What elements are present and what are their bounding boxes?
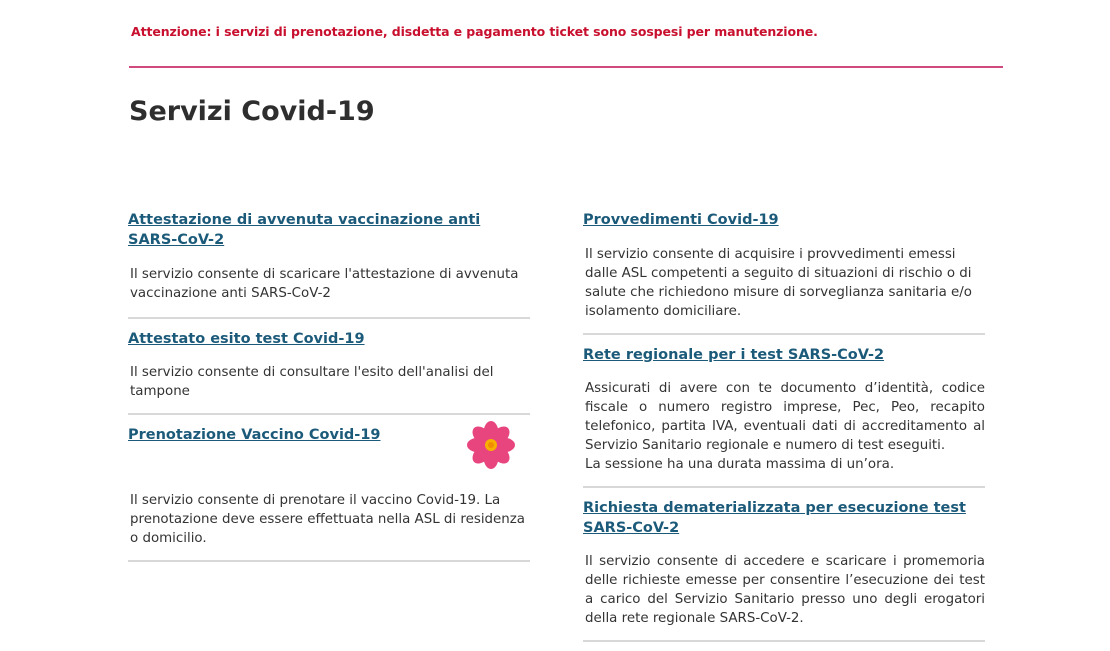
service-card [128,210,530,319]
service-link-dematerialized-request[interactable]: Richiesta dematerializzata per esecuzione test SARS-CoV-2 [583,500,966,536]
service-description: Assicurati di avere con te documento d’identità, codice fiscale o numero registro imprese, Pec, Peo, recapito telefonico, partita IVA, eventuali dati di accreditamento al Servizio Sanitario regionale e numero di test eseguiti. [585,381,985,453]
services-column-right [583,210,985,642]
service-link-measures[interactable]: Provvedimenti Covid-19 [583,212,779,228]
service-card [583,488,985,642]
page-title: Servizi Covid-19 [129,96,375,127]
service-description: Il servizio consente di acquisire i provvedimenti emessi dalle ASL competenti a seguito di situazioni di rischio o di salute che richiedono misure di sorveglianza sanitaria e/o isolamento domiciliare. [585,247,972,319]
session-duration-note: La sessione ha una durata massima di un’ora. [585,457,895,472]
services-column-left [128,210,530,562]
header-divider [129,66,1003,68]
service-description: Il servizio consente di consultare l'esito dell'analisi del tampone [130,365,494,399]
service-card [128,415,530,562]
service-description: Il servizio consente di scaricare l'attestazione di avvenuta vaccinazione anti SARS-CoV-2 [130,267,519,301]
service-description: Il servizio consente di prenotare il vaccino Covid-19. La prenotazione deve essere effettuata nella ASL di residenza o domicilio. [130,493,525,546]
maintenance-notice: Attenzione: i servizi di prenotazione, disdetta e pagamento ticket sono sospesi per manutenzione. [131,24,818,39]
service-link-test-result[interactable]: Attestato esito test Covid-19 [128,331,365,347]
service-link-regional-test-network[interactable]: Rete regionale per i test SARS-CoV-2 [583,347,885,363]
flower-icon [462,419,520,471]
service-card [583,210,985,335]
service-link-vaccine-booking[interactable]: Prenotazione Vaccino Covid-19 [128,427,381,443]
service-card [583,335,985,488]
service-description: Il servizio consente di accedere e scaricare i promemoria delle richieste emesse per consentire l’esecuzione dei test a carico del Servizio Sanitario presso uno degli erogatori della rete regionale SARS-CoV-2. [585,554,985,626]
service-card [128,319,530,415]
service-link-vaccination-certificate[interactable]: Attestazione di avvenuta vaccinazione anti SARS-CoV-2 [128,212,481,248]
